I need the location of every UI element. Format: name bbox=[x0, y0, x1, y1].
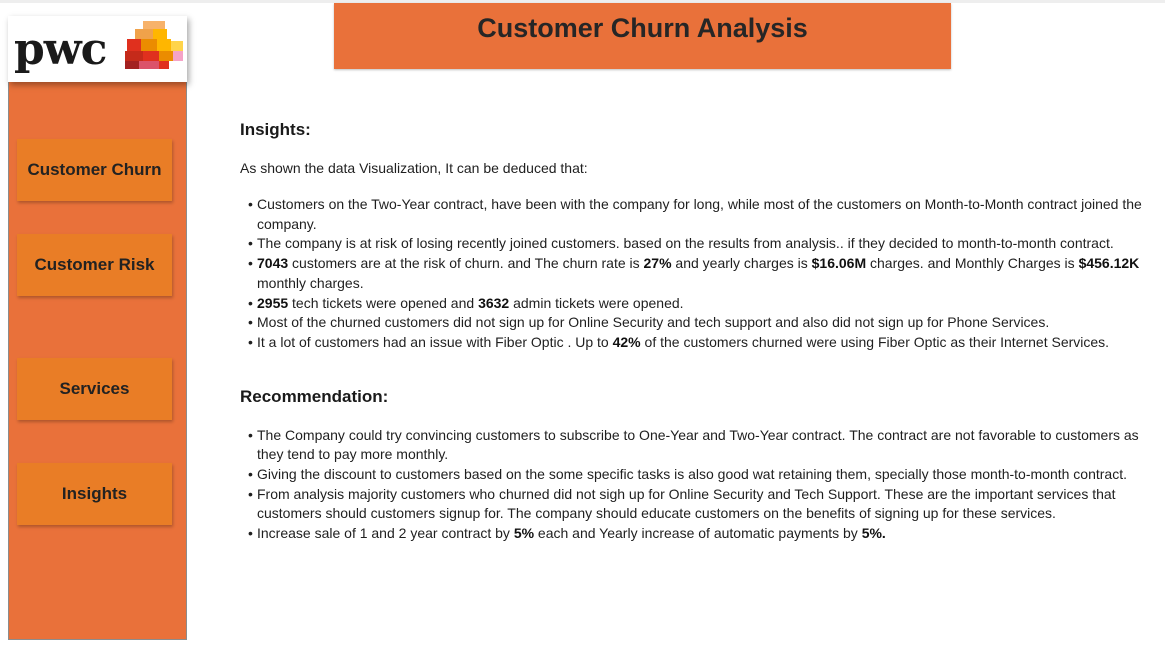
tech-tickets-value: 2955 bbox=[257, 294, 289, 311]
nav-insights-button[interactable]: Insights bbox=[17, 463, 172, 525]
pwc-logo bbox=[8, 16, 187, 82]
recommendation-item: • From analysis majority customers who churned did not sigh up for Online Security and Tech Support. These are the important services that customers should customers signup for. The company should educate customers on the benefits of signing up for these services. bbox=[248, 485, 1150, 524]
insight-item: • Customers on the Two-Year contract, have been with the company for long, while most of the customers on Month-to-Month contract joined the company. bbox=[248, 195, 1150, 234]
page-title: Customer Churn Analysis bbox=[477, 13, 808, 43]
nav-customer-risk-button[interactable]: Customer Risk bbox=[17, 234, 172, 296]
churn-customers-value: 7043 bbox=[257, 255, 289, 272]
recommendation-item: • Giving the discount to customers based on the some specific tasks is also good wat retaining them, specially those month-to-month contract. bbox=[248, 465, 1150, 485]
recommendation-item: • Increase sale of 1 and 2 year contract by 5% each and Yearly increase of automatic payments by 5%. bbox=[248, 524, 1150, 544]
fiber-optic-pct-value: 42% bbox=[612, 333, 641, 350]
insights-heading: Insights: bbox=[240, 120, 311, 139]
auto-payment-increase-value: 5%. bbox=[861, 525, 886, 542]
churn-rate-value: 27% bbox=[643, 255, 672, 272]
nav-customer-churn-button[interactable]: Customer Churn bbox=[17, 139, 172, 201]
recommendation-heading: Recommendation: bbox=[240, 386, 389, 406]
nav-services-button[interactable]: Services bbox=[17, 358, 172, 420]
insights-list bbox=[240, 195, 1150, 353]
insight-item: • It a lot of customers had an issue with Fiber Optic . Up to 42% of the customers churned were using Fiber Optic as their Internet Services. bbox=[248, 333, 1150, 353]
title-banner bbox=[334, 3, 951, 69]
insight-item: • The company is at risk of losing recently joined customers. based on the results from analysis.. if they decided to month-to-month contract. bbox=[248, 234, 1150, 254]
report-content bbox=[240, 120, 1150, 544]
contract-increase-value: 5% bbox=[513, 525, 535, 542]
recommendation-list bbox=[240, 426, 1150, 544]
insight-item: • 2955 tech tickets were opened and 3632 admin tickets were opened. bbox=[248, 294, 1150, 314]
recommendation-item: • The Company could try convincing customers to subscribe to One-Year and Two-Year contract. The contract are not favorable to customers as they tend to pay more monthly. bbox=[248, 426, 1150, 465]
sidebar bbox=[8, 16, 187, 640]
yearly-charges-value: $16.06M bbox=[811, 255, 867, 272]
insights-intro: As shown the data Visualization, It can be deduced that: bbox=[240, 160, 588, 176]
logo-text: pwc bbox=[14, 24, 107, 75]
admin-tickets-value: 3632 bbox=[478, 294, 510, 311]
insight-item: • 7043 customers are at the risk of churn. and The churn rate is 27% and yearly charges is $16.06M charges. and Monthly Charges is $456.12K monthly charges. bbox=[248, 254, 1150, 293]
monthly-charges-value: $456.12K bbox=[1078, 255, 1140, 272]
logo-mark-icon bbox=[125, 21, 185, 73]
insight-item: • Most of the churned customers did not sign up for Online Security and tech support and also did not sign up for Phone Services. bbox=[248, 313, 1150, 333]
